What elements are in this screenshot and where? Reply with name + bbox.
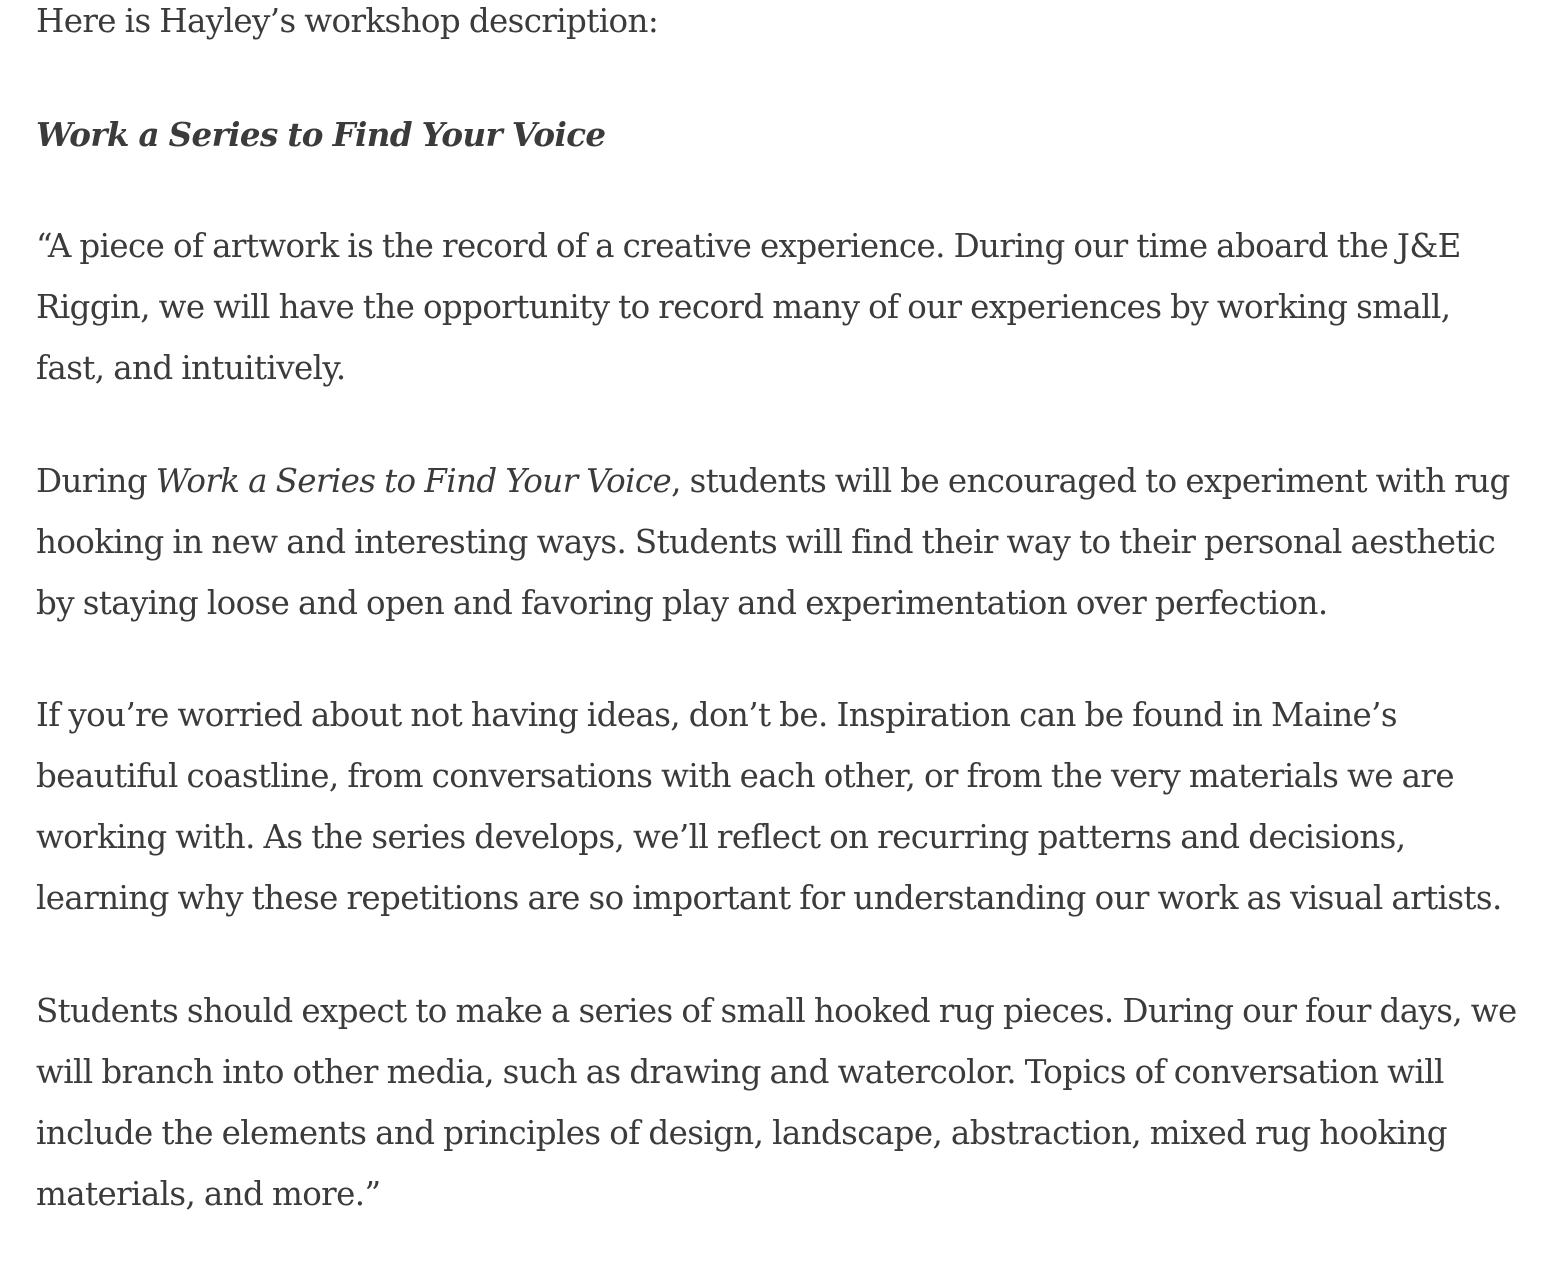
paragraph-line: Riggin, we will have the opportunity to record many of our experiences by working small, bbox=[36, 288, 1451, 326]
intro-text: Here is Hayley’s workshop description: bbox=[36, 2, 659, 40]
paragraph-line: working with. As the series develops, we’ll reflect on recurring patterns and decisions, bbox=[36, 818, 1406, 856]
paragraph-line: hooking in new and interesting ways. Students will find their way to their personal aesthetic bbox=[36, 523, 1496, 561]
workshop-title: Work a Series to Find Your Voice bbox=[36, 115, 606, 154]
text-span: , students will be encouraged to experiment with rug bbox=[671, 462, 1510, 500]
text-span: During bbox=[36, 462, 156, 500]
paragraph-line: by staying loose and open and favoring play and experimentation over perfection. bbox=[36, 584, 1328, 622]
paragraph-line: beautiful coastline, from conversations with each other, or from the very materials we are bbox=[36, 757, 1454, 795]
paragraph-line: fast, and intuitively. bbox=[36, 349, 346, 387]
paragraph-4 bbox=[36, 981, 1517, 1225]
paragraph-line: materials, and more.” bbox=[36, 1175, 381, 1213]
workshop-title-inline: Work a Series to Find Your Voice bbox=[155, 462, 672, 500]
paragraph-line: include the elements and principles of design, landscape, abstraction, mixed rug hooking bbox=[36, 1114, 1447, 1152]
paragraph-line bbox=[36, 451, 1510, 512]
paragraph-line: “A piece of artwork is the record of a creative experience. During our time aboard the J&E bbox=[36, 227, 1461, 265]
paragraph-3 bbox=[36, 685, 1502, 929]
paragraph-1 bbox=[36, 216, 1461, 399]
paragraph-line: will branch into other media, such as drawing and watercolor. Topics of conversation will bbox=[36, 1053, 1444, 1091]
paragraph-2 bbox=[36, 451, 1510, 634]
paragraph-line: If you’re worried about not having ideas, don’t be. Inspiration can be found in Maine’s bbox=[36, 696, 1397, 734]
paragraph-line: Students should expect to make a series of small hooked rug pieces. During our four days, we bbox=[36, 992, 1517, 1030]
paragraph-line: learning why these repetitions are so important for understanding our work as visual artists. bbox=[36, 879, 1502, 917]
